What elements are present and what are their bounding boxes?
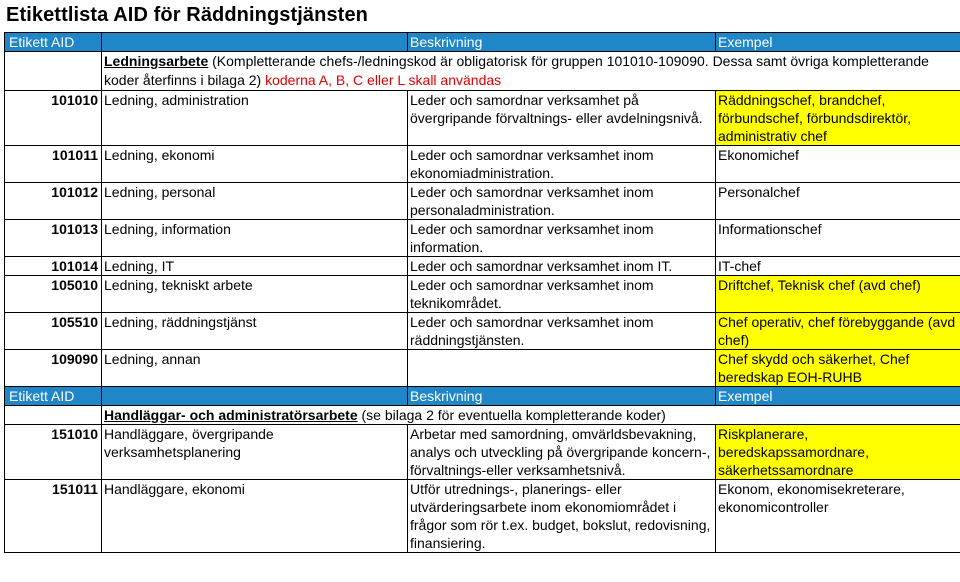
description-cell: Leder och samordnar verksamhet inom teknikområdet. — [408, 276, 716, 313]
section-handlaggare-text — [102, 406, 960, 425]
code-cell: 105010 — [5, 276, 102, 313]
name-cell: Handläggare, ekonomi — [102, 480, 408, 553]
table-row — [5, 91, 960, 146]
header-beskrivning-2: Beskrivning — [408, 387, 716, 406]
code-cell: 151011 — [5, 480, 102, 553]
code-cell: 101013 — [5, 220, 102, 257]
table-row — [5, 313, 960, 350]
table-row — [5, 350, 960, 387]
section-ledning-text — [102, 52, 960, 91]
section-ledning-heading: Ledningsarbete — [104, 53, 209, 69]
name-cell: Ledning, räddningstjänst — [102, 313, 408, 350]
table-header-row-2 — [5, 387, 960, 406]
description-cell: Leder och samordnar verksamhet inom information. — [408, 220, 716, 257]
description-cell: Leder och samordnar verksamhet inom personaladministration. — [408, 183, 716, 220]
description-cell: Leder och samordnar verksamhet på övergripande förvaltnings- eller avdelningsnivå. — [408, 91, 716, 146]
description-cell: Arbetar med samordning, omvärldsbevakning, analys och utveckling på övergripande koncern-, förvaltnings-eller verksamhetsnivå. — [408, 425, 716, 480]
section-handlaggare-heading: Handläggar- och administratörsarbete — [104, 407, 358, 423]
table-header-row — [5, 33, 960, 52]
example-cell: IT-chef — [716, 257, 960, 276]
description-cell: Leder och samordnar verksamhet inom IT. — [408, 257, 716, 276]
description-cell — [408, 350, 716, 387]
table-row — [5, 425, 960, 480]
name-cell: Ledning, information — [102, 220, 408, 257]
example-cell: Räddningschef, brandchef, förbundschef, förbundsdirektör, administrativ chef — [716, 91, 960, 146]
table-row — [5, 220, 960, 257]
table-row — [5, 146, 960, 183]
name-cell: Ledning, tekniskt arbete — [102, 276, 408, 313]
section-ledning-note: (Kompletterande chefs-/ledningskod är obligatorisk för gruppen 101010-109090. Dessa samt övriga kompletterande koder återfinns i bilaga 2) — [104, 53, 929, 88]
example-cell: Driftchef, Teknisk chef (avd chef) — [716, 276, 960, 313]
code-cell: 101011 — [5, 146, 102, 183]
header-exempel-2: Exempel — [716, 387, 960, 406]
name-cell: Ledning, annan — [102, 350, 408, 387]
code-cell: 101012 — [5, 183, 102, 220]
table-row — [5, 183, 960, 220]
example-cell: Riskplanerare, beredskapssamordnare, säkerhetssamordnare — [716, 425, 960, 480]
header-beskrivning: Beskrivning — [408, 33, 716, 52]
example-cell: Chef operativ, chef förebyggande (avd chef) — [716, 313, 960, 350]
name-cell: Ledning, personal — [102, 183, 408, 220]
label-table — [4, 32, 960, 553]
header-etikett-2: Etikett AID — [5, 387, 102, 406]
section-ledning-row — [5, 52, 960, 91]
code-cell: 101014 — [5, 257, 102, 276]
header-etikett: Etikett AID — [5, 33, 102, 52]
header-exempel: Exempel — [716, 33, 960, 52]
code-cell: 109090 — [5, 350, 102, 387]
example-cell: Ekonom, ekonomisekreterare, ekonomicontroller — [716, 480, 960, 553]
name-cell: Ledning, ekonomi — [102, 146, 408, 183]
example-cell: Personalchef — [716, 183, 960, 220]
section-ledning-red-note: koderna A, B, C eller L skall användas — [265, 72, 502, 88]
table-row — [5, 276, 960, 313]
example-cell: Ekonomichef — [716, 146, 960, 183]
name-cell: Ledning, IT — [102, 257, 408, 276]
header-empty — [102, 33, 408, 52]
code-cell: 101010 — [5, 91, 102, 146]
example-cell: Chef skydd och säkerhet, Chef beredskap EOH-RUHB — [716, 350, 960, 387]
description-cell: Leder och samordnar verksamhet inom räddningstjänsten. — [408, 313, 716, 350]
name-cell: Ledning, administration — [102, 91, 408, 146]
description-cell: Leder och samordnar verksamhet inom ekonomiadministration. — [408, 146, 716, 183]
description-cell: Utför utrednings-, planerings- eller utvärderingsarbete inom ekonomiområdet i frågor som rör t.ex. budget, bokslut, redovisning, finansiering. — [408, 480, 716, 553]
code-cell: 151010 — [5, 425, 102, 480]
example-cell: Informationschef — [716, 220, 960, 257]
section-handlaggare-row — [5, 406, 960, 425]
page-title: Etikettlista AID för Räddningstjänsten — [6, 4, 368, 26]
section-handlaggare-note: (se bilaga 2 för eventuella kompletterande koder) — [357, 407, 666, 423]
table-row — [5, 480, 960, 553]
header-empty-2 — [102, 387, 408, 406]
table-row — [5, 257, 960, 276]
code-cell: 105510 — [5, 313, 102, 350]
name-cell: Handläggare, övergripande verksamhetsplanering — [102, 425, 408, 480]
